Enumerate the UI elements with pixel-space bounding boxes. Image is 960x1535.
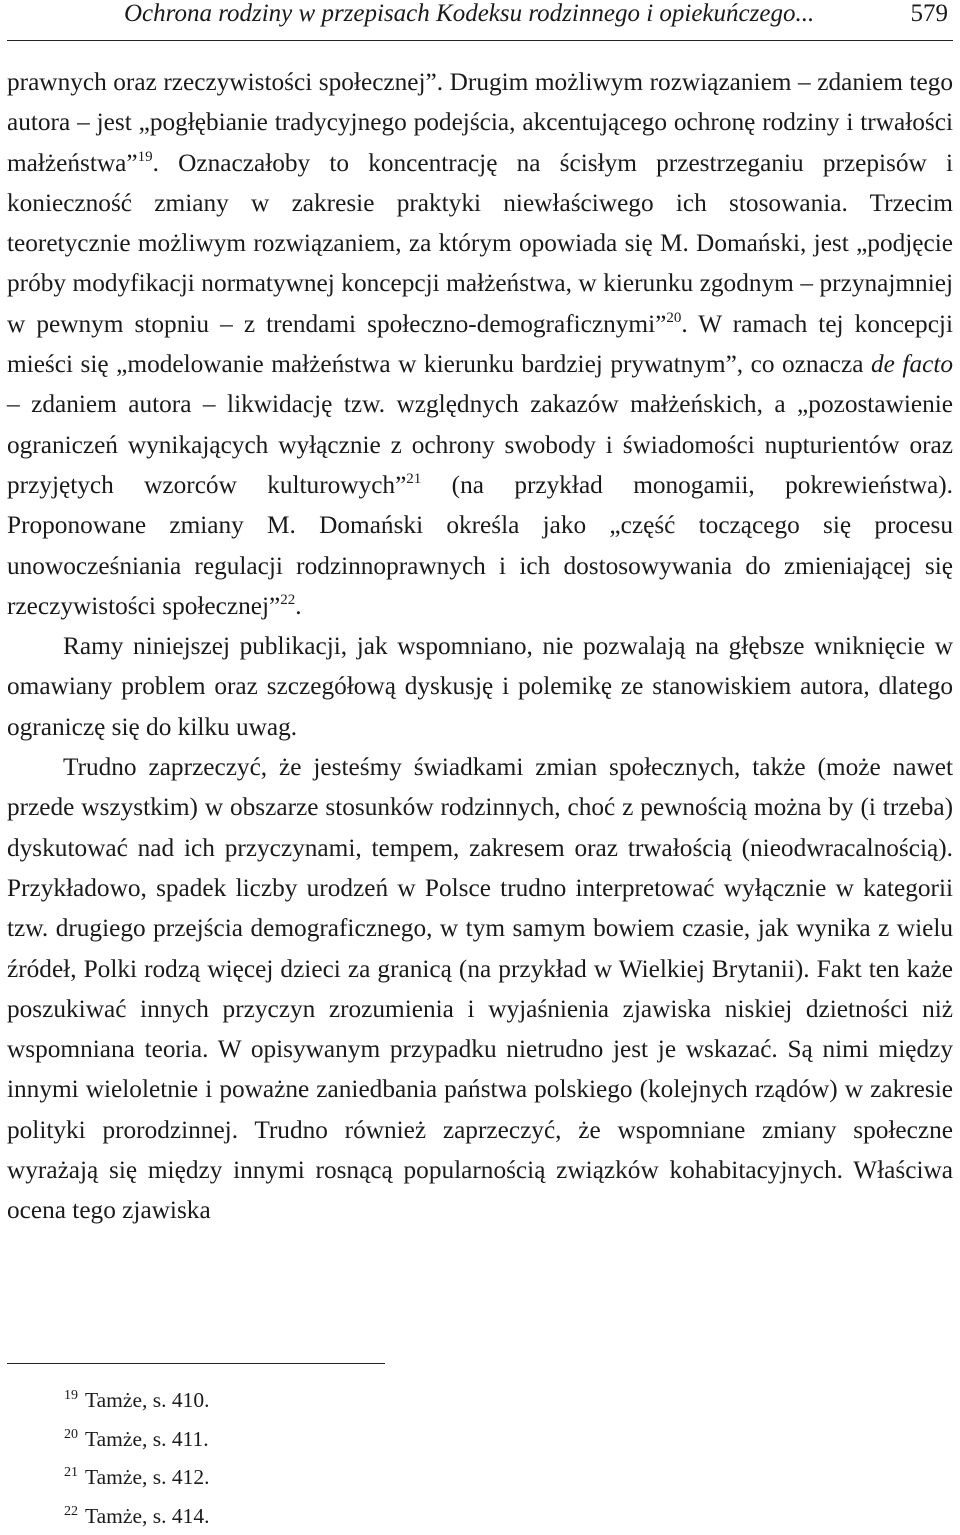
text-run: Trudno zaprzeczyć, że jesteśmy świadkami zmian społecznych, także (może nawet przede wszystkim) w obszarze stosunków rodzinnych, choć z pewnością można by (i trzeba) dyskutować nad ich przyczynami, tempem, zakresem oraz trwałością (nieodwracalnością). Przykładowo, spadek liczby urodzeń w Polsce trudno interpretować wyłącznie w kategorii tzw. drugiego przejścia demograficznego, w tym samym bowiem czasie, jak wynika z wielu źródeł, Polki rodzą więcej dzieci za granicą (na przykład w Wielkiej Brytanii). Fakt ten każe poszukiwać innych przyczyn zrozumienia i wyjaśnienia zjawiska niskiej dzietności niż wspomniana teoria. W opisywanym przypadku nietrudno jest je wskazać. Są nimi między innymi wieloletnie i poważne zaniedbania państwa polskiego (kolejnych rządów) w zakresie polityki prorodzinnej. Trudno również zaprzeczyć, że wspomniane zmiany społeczne wyrażają się między innymi rosnącą popularnością związków kohabitacyjnych. Właściwa ocena tego zjawiska	[7, 753, 953, 1224]
text-run: .	[295, 592, 301, 620]
footnotes	[64, 1381, 209, 1535]
text-run: – zdaniem autora – likwidację tzw. względnych zakazów małżeńskich, a „pozostawienie ograniczeń wynikających wyłącznie z ochrony swobody i świadomości nupturientów oraz przyjętych wzorców kulturowych”	[7, 390, 953, 499]
footnote-number: 22	[64, 1504, 78, 1519]
page-number: 579	[911, 0, 949, 28]
footnote-reference: 22	[280, 592, 295, 608]
footnote	[64, 1458, 209, 1497]
text-run: . W ramach tej koncepcji mieści się „modelowanie małżeństwa w kierunku bardziej prywatnym”, co oznacza	[7, 310, 953, 378]
footnote-text: Tamże, s. 410.	[85, 1388, 209, 1412]
footnote	[64, 1420, 209, 1459]
paragraph	[7, 626, 953, 747]
paragraph	[7, 62, 953, 626]
text-run: prawnych oraz rzeczywistości społecznej”. Drugim możliwym rozwiązaniem – zdaniem tego autora – jest „pogłębianie tradycyjnego podejścia, akcentującego ochronę rodziny i trwałości małżeństwa”	[7, 68, 953, 177]
footnote-number: 20	[64, 1427, 78, 1442]
footnote-reference: 21	[406, 471, 421, 487]
footnote-reference: 19	[138, 149, 153, 165]
footnote	[64, 1381, 209, 1420]
footnote-divider	[7, 1363, 385, 1364]
main-text	[7, 62, 953, 1231]
footnote	[64, 1497, 209, 1535]
text-run: Ramy niniejszej publikacji, jak wspomniano, nie pozwalają na głębsze wniknięcie w omawiany problem oraz szczegółową dyskusję i polemikę ze stanowiskiem autora, dlatego ograniczę się do kilku uwag.	[7, 632, 953, 741]
text-run: . Oznaczałoby to koncentrację na ścisłym przestrzeganiu przepisów i konieczność zmiany w zakresie praktyki niewłaściwego ich stosowania. Trzecim teoretycznie możliwym rozwiązaniem, za którym opowiada się M. Domański, jest „podjęcie próby modyfikacji normatywnej koncepcji małżeństwa, w kierunku zgodnym – przynajmniej w pewnym stopniu – z trendami społeczno-demograficznymi”	[7, 149, 953, 338]
page-header	[7, 0, 953, 41]
paragraph	[7, 747, 953, 1231]
footnote-number: 19	[64, 1388, 78, 1403]
footnote-text: Tamże, s. 411.	[85, 1427, 209, 1451]
footnote-text: Tamże, s. 414.	[85, 1504, 209, 1528]
italic-phrase: de facto	[871, 350, 953, 378]
footnote-text: Tamże, s. 412.	[85, 1465, 209, 1489]
footnote-reference: 20	[666, 310, 681, 326]
footnote-number: 21	[64, 1465, 78, 1480]
text-run: (na przykład monogamii, pokrewieństwa). Proponowane zmiany M. Domański określa jako „część toczącego się procesu unowocześniania regulacji rodzinnoprawnych i ich dostosowywania do zmieniającej się rzeczywistości społecznej”	[7, 471, 953, 620]
running-head: Ochrona rodziny w przepisach Kodeksu rodzinnego i opiekuńczego...	[124, 0, 814, 28]
